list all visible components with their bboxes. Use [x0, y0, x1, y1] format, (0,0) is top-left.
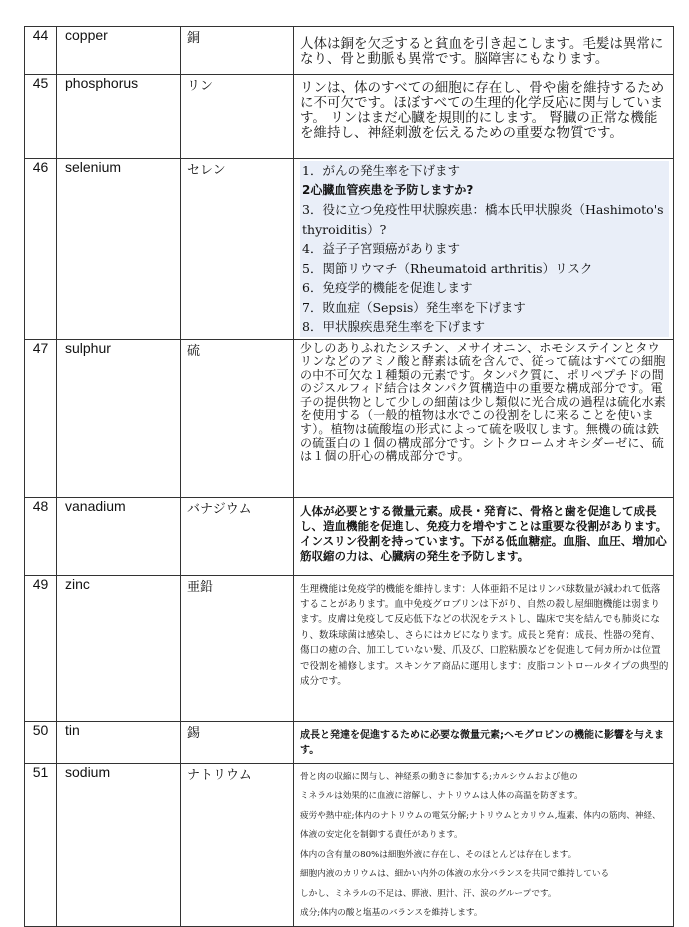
element-name-en: phosphorus [57, 75, 181, 159]
element-name-jp: バナジウム [181, 497, 294, 575]
element-name-en: sulphur [57, 339, 181, 497]
table-row [25, 339, 674, 497]
element-number: 48 [25, 497, 57, 575]
list-item: 6．免疫学的機能を促進します [300, 278, 669, 298]
element-name-jp: 亜鉛 [181, 575, 294, 721]
element-description [294, 339, 674, 497]
element-name-en: copper [57, 27, 181, 75]
element-number: 50 [25, 721, 57, 763]
element-name-en: vanadium [57, 497, 181, 575]
element-description [294, 27, 674, 75]
description-paragraph: ミネラルは効果的に血液に溶解し、ナトリウムは人体の高温を防ぎます。 [300, 791, 583, 801]
element-description [294, 497, 674, 575]
element-description [294, 75, 674, 159]
element-name-en: sodium [57, 763, 181, 926]
benefit-list [300, 161, 669, 337]
list-item: 2心臓血管疾患を予防しますか? [300, 181, 669, 201]
element-name-en: tin [57, 721, 181, 763]
description-paragraph: 体内の含有量の80%は細胞外液に存在し、そのほとんどは存在します。 [300, 849, 577, 860]
list-item: 3．役に立つ免疫性甲状腺疾患：橋本氏甲状腺炎（Hashimoto's thyroiditis）? [300, 200, 669, 239]
element-name-jp: 硫 [181, 339, 294, 497]
list-item: 4．益子子宮頸癌があります [300, 239, 669, 259]
description-paragraph: 細胞内液のカリウムは、細かい内外の体液の水分バランスを共同で維持している [300, 869, 610, 879]
description-paragraph: 疲労や熱中症;体内のナトリウムの電気分解;ナトリウムとカリウム,塩素、体内の筋肉、神経、体液の安定化を制御する責任があります。 [300, 810, 661, 840]
element-name-en: zinc [57, 575, 181, 721]
element-number: 45 [25, 75, 57, 159]
element-description [294, 159, 674, 340]
table-row [25, 27, 674, 75]
description-paragraph: 骨と肉の収縮に関与し、神経系の動きに参加する;カルシウムおよび他の [300, 771, 578, 782]
element-name-jp: セレン [181, 159, 294, 340]
description-text: リンは、体のすべての細胞に存在し、骨や歯を維持するために不可欠です。ほぼすべての生理的化学反応に関与しています。 リンはまだ心臓を規則的にします。 腎臓の正常な機能を維持し、神経刺激を伝えるための重要な物質です。 [300, 80, 665, 141]
element-number: 44 [25, 27, 57, 75]
element-description [294, 575, 674, 721]
table-row [25, 75, 674, 159]
element-description [294, 721, 674, 763]
element-name-jp: 銅 [181, 27, 294, 75]
description-paragraph: 成分;体内の酸と塩基のバランスを維持します。 [300, 908, 483, 918]
list-item: 5．関節リウマチ（Rheumatoid arthritis）リスク [300, 259, 669, 279]
list-item: 1．がんの発生率を下げます [300, 161, 669, 181]
description-text: 人体が必要とする微量元素。成長・発育に、骨格と歯を促進して成長し、造血機能を促進し、免疫力を増やすことは重要な役割があります。インスリン役割を持っています。下がる低血糖症。血脂、血圧、増加心筋収縮の力は、心臓病の発生を予防します。 [300, 503, 668, 563]
element-number: 49 [25, 575, 57, 721]
element-number: 51 [25, 763, 57, 926]
element-table [24, 26, 674, 927]
description-paragraph: しかし、ミネラルの不足は、膵液、胆汁、汗、涙のグループです。 [300, 888, 557, 899]
description-text: 成長と発達を促進するために必要な微量元素;ヘモグロビンの機能に影響を与えます。 [300, 729, 664, 756]
list-item: 8．甲状腺疾患発生率を下げます [300, 317, 669, 337]
description-text: 少しのありふれたシスチン、メサイオニン、ホモシステインとタウリンなどのアミノ酸と酵素は硫を含んで、従って硫はすべての細胞の中不可欠な１種類の元素です。タンパク質に、ポリペプチドの間のジスルフィド結合はタンパク質構造中の重要な構成部分です。電子の提供物として少しの細菌は少し類似に光合成の過程は硫化水素を使用する（一般的植物は水でこの役割をしに来ることを使います）。植物は硫酸塩の形式によって硫を吸収します。無機の硫は鉄の硫蛋白の１個の構成部分です。シトクロームオキシダーゼに、硫は１個の肝心の構成部分です。 [300, 340, 667, 464]
description-text [300, 768, 669, 924]
element-name-jp: 錫 [181, 721, 294, 763]
element-number: 46 [25, 159, 57, 340]
list-item: 7．敗血症（Sepsis）発生率を下げます [300, 298, 669, 318]
table-row [25, 763, 674, 926]
element-number: 47 [25, 339, 57, 497]
element-name-jp: ナトリウム [181, 763, 294, 926]
description-text: 生理機能は免疫学的機能を維持します：人体亜鉛不足はリンパ球数量が減われて低落することがあります。血中免疫グロブリンは下がり、自然の殺し屋細胞機能は弱まります。皮膚は免疫して反応低下などの状況をテストし、臨床で実を結んでも肺炎になり、数珠球菌は感染し、さらにはカビになります。成長と発育：成長、性器の発育、傷口の癒の合、加工していない髪、爪及び、口腔粘膜などを促進して何カ所かは位置で役割を補修します。スキンケア商品に運用します：皮脂コントロールタイプの典型的成分です。 [300, 583, 669, 687]
table-row [25, 721, 674, 763]
table-row [25, 159, 674, 340]
table-row [25, 575, 674, 721]
table-row [25, 497, 674, 575]
element-name-jp: リン [181, 75, 294, 159]
description-text: 人体は銅を欠乏すると貧血を引き起こします。毛髪は異常になり、骨と動脈も異常です。脳障害にもなります。 [300, 36, 664, 67]
element-description [294, 763, 674, 926]
element-name-en: selenium [57, 159, 181, 340]
